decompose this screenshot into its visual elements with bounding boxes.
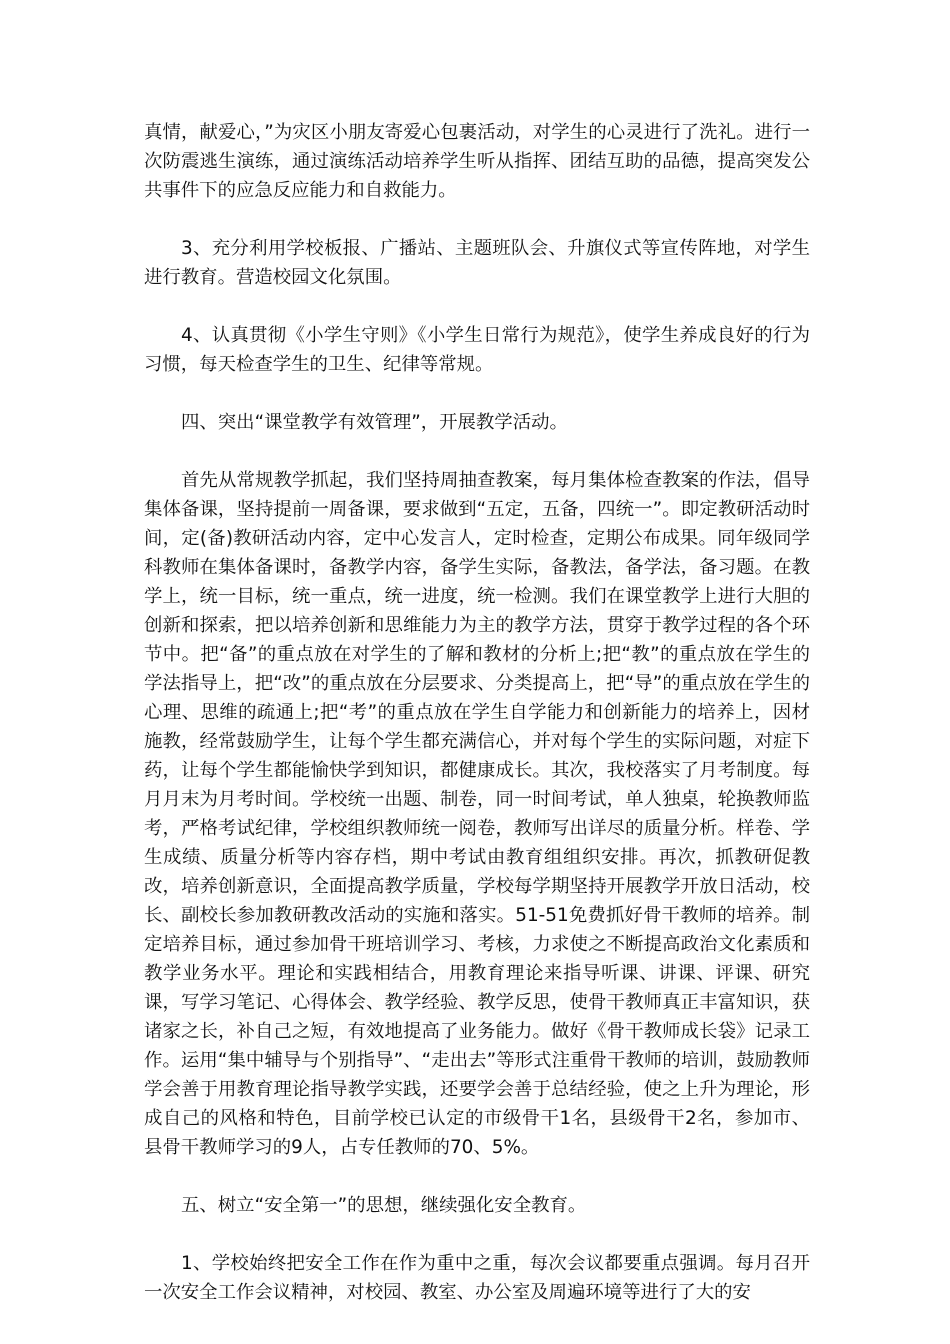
document-body <box>144 118 810 1307</box>
paragraph-7: 1、学校始终把安全工作在作为重中之重，每次会议都要重点强调。每月召开一次安全工作会议精神，对校园、教室、办公室及周遍环境等进行了大的安 <box>144 1253 810 1303</box>
section-heading-4: 四、突出“课堂教学有效管理”，开展教学活动。 <box>181 412 568 433</box>
paragraph-2: 3、充分利用学校板报、广播站、主题班队会、升旗仪式等宣传阵地，对学生进行教育。营造校园文化氛围。 <box>144 238 810 288</box>
section-heading-5: 五、树立“安全第一”的思想，继续强化安全教育。 <box>181 1195 587 1216</box>
paragraph-5: 首先从常规教学抓起，我们坚持周抽查教案，每月集体检查教案的作法，倡导集体备课，坚持提前一周备课，要求做到“五定，五备，四统一”。即定教研活动时间，定(备)教研活动内容，定中心发言人，定时检查，定期公布成果。同年级同学科教师在集体备课时，备教学内容，备学生实际，备教法，备学法，备习题。在教学上，统一目标，统一重点，统一进度，统一检测。我们在课堂教学上进行大胆的创新和探索，把以培养创新和思维能力为主的教学方法，贯穿于教学过程的各个环节中。把“备”的重点放在对学生的了解和教材的分析上;把“教”的重点放在学生的学法指导上，把“改”的重点放在分层要求、分类提高上，把“导”的重点放在学生的心理、思维的疏通上;把“考”的重点放在学生自学能力和创新能力的培养上，因材施教，经常鼓励学生，让每个学生都充满信心，并对每个学生的实际问题，对症下药，让每个学生都能愉快学到知识，都健康成长。其次，我校落实了月考制度。每月月末为月考时间。学校统一出题、制卷，同一时间考试，单人独桌，轮换教师监考，严格考试纪律，学校组织教师统一阅卷，教师写出详尽的质量分析。样卷、学生成绩、质量分析等内容存档，期中考试由教育组组织安排。再次，抓教研促教改，培养创新意识，全面提高教学质量，学校每学期坚持开展教学开放日活动，校长、副校长参加教研教改活动的实施和落实。51-51免费抓好骨干教师的培养。制定培养目标，通过参加骨干班培训学习、考核，力求使之不断提高政治文化素质和教学业务水平。理论和实践相结合，用教育理论来指导听课、讲课、评课、研究课，写学习笔记、心得体会、教学经验、教学反思，使骨干教师真正丰富知识，获诸家之长，补自己之短，有效地提高了业务能力。做好《骨干教师成长袋》记录工作。运用“集中辅导与个别指导”、“走出去”等形式注重骨干教师的培训，鼓励教师学会善于用教育理论指导教学实践，还要学会善于总结经验，使之上升为理论，形成自己的风格和特色，目前学校已认定的市级骨干1名，县级骨干2名，参加市、县骨干教师学习的9人，占专任教师的70、5%。 <box>144 470 810 1158</box>
paragraph-1: 真情，献爱心，”为灾区小朋友寄爱心包裹活动，对学生的心灵进行了洗礼。进行一次防震逃生演练，通过演练活动培养学生听从指挥、团结互助的品德，提高突发公共事件下的应急反应能力和自救能力。 <box>144 122 810 201</box>
paragraph-3: 4、认真贯彻《小学生守则》《小学生日常行为规范》，使学生养成良好的行为习惯，每天检查学生的卫生、纪律等常规。 <box>144 325 810 375</box>
